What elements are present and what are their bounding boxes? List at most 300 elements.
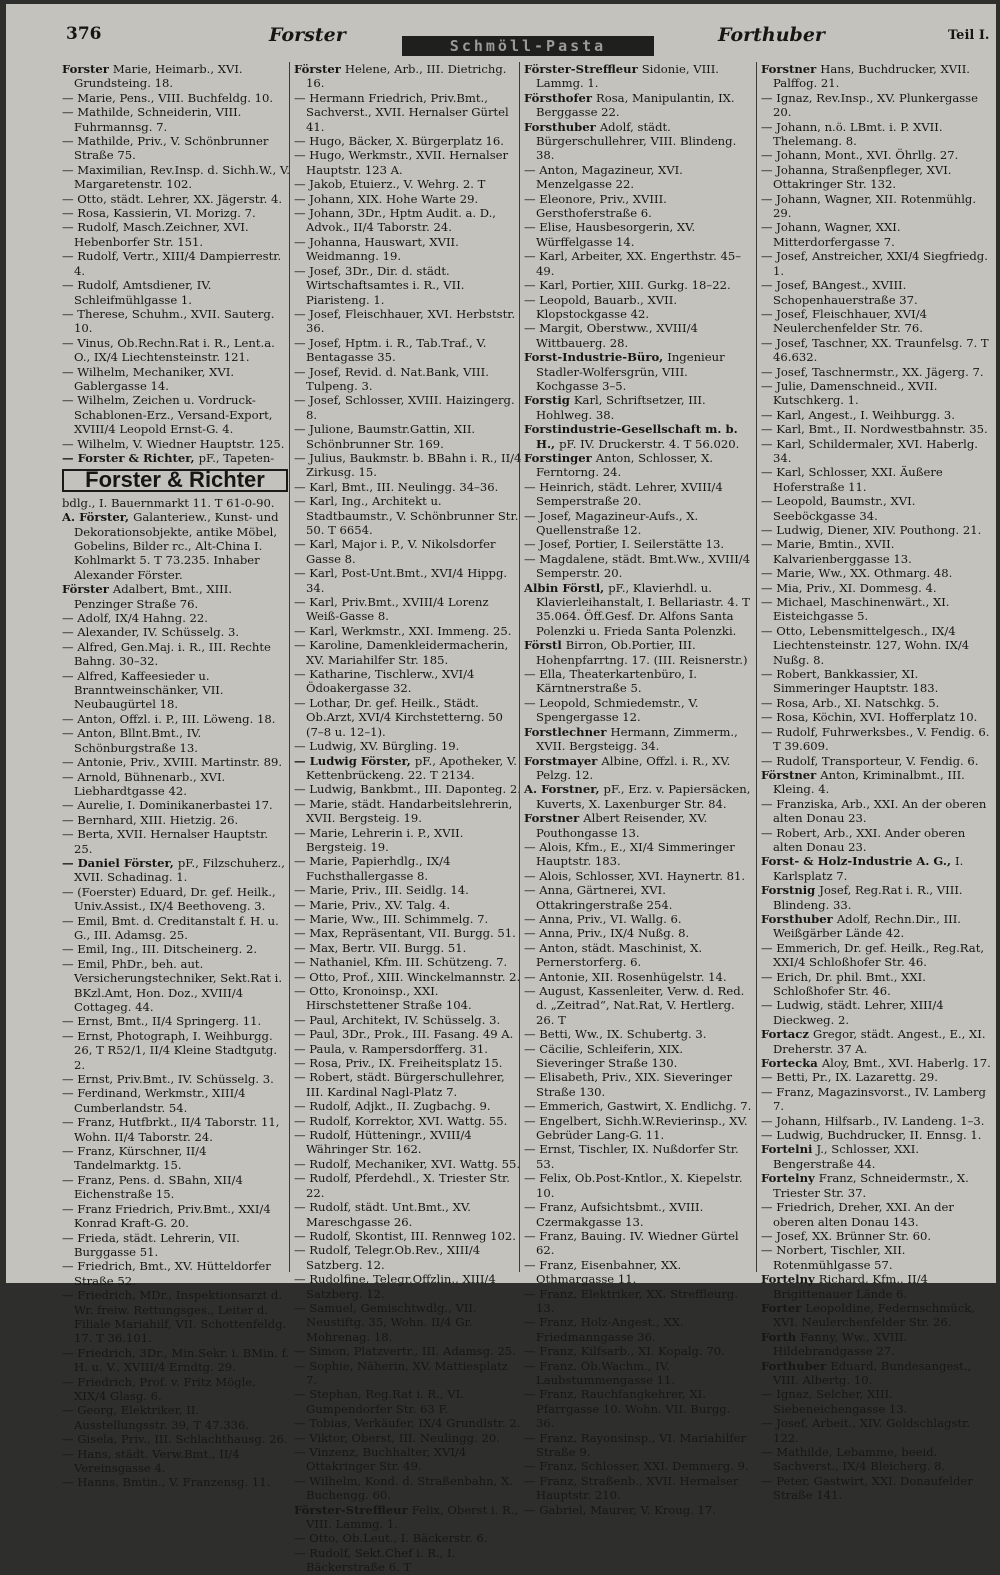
entry-details: pF., Apotheker, V. Kettenbrückeng. 22. T 2134.	[306, 753, 517, 782]
directory-entry	[524, 1027, 752, 1041]
directory-entry	[761, 1128, 991, 1142]
entry-details: — Rudolf, Transporteur, V. Fendig. 6.	[761, 753, 979, 768]
entry-details: — Franz, Eisenbahner, XX. Othmargasse 11.	[524, 1257, 682, 1287]
entry-details: — August, Kassenleiter, Verw. d. Red. d. „Zeitrad“, Nat.Rat, V. Hertlerg. 26. T	[524, 984, 745, 1027]
entry-details: — Karl, Werkmstr., XXI. Immeng. 25.	[294, 623, 512, 638]
entry-details: — Julius, Baukmstr. b. BBahn i. R., II/4 Zirkusg. 15.	[294, 450, 522, 480]
entry-details: — Franz, Pens. d. SBahn, XII/4 Eichenstraße 15.	[62, 1172, 243, 1202]
entry-surname: Försthofer	[524, 90, 596, 105]
entry-details: — Rudolf, Vertr., XIII/4 Dampierrestr. 4.	[62, 249, 282, 278]
directory-entry	[294, 754, 522, 783]
directory-entry	[761, 422, 991, 436]
directory-entry	[294, 393, 522, 422]
directory-entry	[294, 1359, 522, 1388]
directory-entry	[761, 220, 991, 249]
directory-entry	[62, 1072, 290, 1086]
entry-details: — Ludwig, XV. Bürgling. 19.	[294, 739, 460, 754]
entry-surname: Fortelny	[761, 1272, 819, 1287]
entry-details: Ingenieur Stadler-Wolfersgrün, VIII. Kochgasse 3–5.	[536, 350, 725, 393]
entry-details: — Wilhelm, Mechaniker, XVI. Gablergasse 14.	[62, 364, 235, 393]
directory-entry	[524, 509, 752, 538]
entry-details: — Josef, Taschnermstr., XX. Jägerg. 7.	[761, 364, 984, 379]
directory-entry	[524, 393, 752, 422]
entry-details: — Stephan, Reg.Rat i. R., VI. Gumpendorfer Str. 63 F.	[294, 1387, 464, 1416]
entry-details: — Emmerich, Gastwirt, X. Endlichg. 7.	[524, 1099, 752, 1114]
entry-details: — Anna, Priv., VI. Wallg. 6.	[524, 911, 682, 926]
entry-details: — Rudolf, Sekt.Chef i. R., I. Bäckerstraße 6. T	[294, 1545, 456, 1575]
entry-details: Albert Reisender, XV. Pouthongasse 13.	[536, 811, 708, 840]
directory-entry	[294, 1546, 522, 1575]
entry-details: — Franz, Magazinsvorst., IV. Lamberg 7.	[761, 1084, 986, 1114]
entry-details: — Ernst, Bmt., II/4 Springerg. 11.	[62, 1014, 262, 1029]
entry-details: Adalbert, Bmt., XIII. Penzinger Straße 76.	[74, 582, 233, 611]
entry-details: — Marie, Priv., XV. Talg. 4.	[294, 897, 451, 912]
directory-entry	[294, 898, 522, 912]
entry-details: — Friedrich, Bmt., XV. Hütteldorfer Straße 52.	[62, 1259, 271, 1288]
entry-details: Karl, Schriftsetzer, III. Hohlweg. 38.	[536, 393, 706, 422]
directory-entry	[761, 465, 991, 494]
directory-entry	[761, 1142, 991, 1171]
directory-entry	[524, 293, 752, 322]
directory-entry	[294, 480, 522, 494]
entry-details: — Friedrich, MDr., Inspektionsarzt d. Wr. freiw. Rettungsges., Leiter d. Filiale Mariahilf, VII. Schottenfeldg. 17. T 36.101.	[62, 1288, 287, 1346]
directory-entry	[294, 638, 522, 667]
directory-entry	[761, 595, 991, 624]
entry-details: — Antonie, Priv., XVIII. Martinstr. 89.	[62, 755, 283, 770]
entry-details: — Karl, Schlosser, XXI. Äußere Hoferstraße 11.	[761, 465, 943, 494]
entry-details: — Engelbert, Sichh.W.Revierinsp., XV. Gebrüder Lang-G. 11.	[524, 1113, 748, 1143]
column-divider	[756, 62, 757, 1272]
entry-details: — Emil, Ing., III. Ditscheinerg. 2.	[62, 942, 258, 957]
entry-details: — Hans, städt. Verw.Bmt., II/4 Vereinsgasse 4.	[62, 1446, 240, 1475]
entry-details: — Paula, v. Rampersdorfferg. 31.	[294, 1041, 488, 1056]
directory-entry	[761, 437, 991, 466]
directory-entry	[761, 1416, 991, 1445]
directory-entry	[294, 955, 522, 969]
directory-entry	[62, 1144, 290, 1173]
directory-entry	[62, 1173, 290, 1202]
entry-details: — Josef, Anstreicher, XXI/4 Siegfriedg. 1.	[761, 249, 988, 278]
entry-details: — Otto, Prof., XIII. Winckelmannstr. 2.	[294, 969, 521, 984]
entry-surname: Forstinger	[524, 450, 596, 465]
entry-surname: Förstl	[524, 638, 566, 653]
directory-entry	[294, 1042, 522, 1056]
directory-entry	[294, 264, 522, 307]
entry-details: — Tobias, Verkäufer, IX/4 Grundlstr. 2.	[294, 1416, 521, 1431]
entry-details: — Karl, Bmt., III. Neulingg. 34–36.	[294, 479, 499, 494]
entry-details: — Emmerich, Dr. gef. Heilk., Reg.Rat, XXI/4 Schloßhofer Str. 46.	[761, 940, 985, 970]
directory-entry	[761, 667, 991, 696]
entry-details: — Johann, 3Dr., Hptm Audit. a. D., Advok., II/4 Taborstr. 24.	[294, 206, 496, 235]
entry-details: — Karl, Post-Unt.Bmt., XVI/4 Hippg. 34.	[294, 566, 508, 595]
entry-details: — Marie, Ww., III. Schimmelg. 7.	[294, 911, 489, 926]
entry-details: — Bernhard, XIII. Hietzig. 26.	[62, 812, 239, 827]
directory-entry	[524, 869, 752, 883]
entry-surname: Forstindustrie-Gesellschaft m. b. H.,	[524, 422, 738, 451]
entry-details: — Hugo, Bäcker, X. Bürgerplatz 16.	[294, 134, 504, 149]
entry-details: — Johann, Hilfsarb., IV. Landeng. 1–3.	[761, 1113, 985, 1128]
directory-entry	[62, 249, 290, 278]
entry-details: — Josef, Hptm. i. R., Tab.Traf., V. Bentagasse 35.	[294, 335, 487, 365]
advertisement-box: Forster & Richter	[62, 469, 288, 491]
entry-details: — Therese, Schuhm., XVII. Sauterg. 10.	[62, 306, 275, 336]
entry-surname: Forthuber	[761, 1358, 831, 1373]
directory-entry	[524, 537, 752, 551]
directory-entry	[294, 926, 522, 940]
entry-details: — Ella, Theaterkartenbüro, I. Kärntnerstraße 5.	[524, 667, 697, 696]
entry-details: Galanteriew., Kunst- und Dekorationsobjekte, antike Möbel, Gobelins, Bilder rc., Alt-China I. Kohlmarkt 5. T 73.235. Inhaber Alexander Förster.	[74, 510, 279, 582]
entry-surname: Fortecka	[761, 1056, 822, 1071]
entry-details: Helene, Arb., III. Dietrichg. 16.	[306, 62, 507, 91]
entry-details: — Franz, Rayonsinsp., VI. Mariahilfer Straße 9.	[524, 1430, 747, 1459]
entry-details: — Josef, Schlosser, XVIII. Haizingerg. 8.	[294, 393, 515, 422]
directory-entry	[294, 624, 522, 638]
directory-entry	[524, 696, 752, 725]
entry-details: — Marie, Lehrerin i. P., XVII. Bergsteig. 19.	[294, 825, 464, 854]
entry-details: — Josef, Taschner, XX. Traunfelsg. 7. T 46.632.	[761, 335, 989, 365]
column-2	[294, 62, 522, 1575]
directory-entry	[294, 451, 522, 480]
entry-details: — Franz, Straßenb., XVII. Hernalser Hauptstr. 210.	[524, 1473, 739, 1503]
directory-entry	[524, 321, 752, 350]
entry-details: — Otto, Kronoinsp., XXI. Hirschstettener Straße 104.	[294, 984, 472, 1013]
directory-entry	[294, 1445, 522, 1474]
directory-entry	[62, 307, 290, 336]
entry-details: — Mathilde, Priv., V. Schönbrunner Straße 75.	[62, 134, 269, 163]
directory-entry	[62, 220, 290, 249]
directory-entry	[524, 91, 752, 120]
directory-entry	[62, 611, 290, 625]
directory-entry	[294, 422, 522, 451]
directory-entry	[294, 1474, 522, 1503]
directory-entry	[761, 1474, 991, 1503]
entry-details: — Karl, Bmt., II. Nordwestbahnstr. 35.	[761, 422, 988, 437]
entry-details: — Johann, n.ö. LBmt. i. P. XVII. Thelemang. 8.	[761, 119, 943, 149]
directory-entry	[294, 1301, 522, 1344]
directory-entry	[524, 1099, 752, 1113]
directory-entry	[294, 1229, 522, 1243]
directory-entry	[294, 1099, 522, 1113]
entry-details: — Lothar, Dr. gef. Heilk., Städt. Ob.Arzt, XVI/4 Kirchstetterng. 50 (7–8 u. 12–1).	[294, 695, 503, 739]
entry-details: — Karl, Angest., I. Weihburgg. 3.	[761, 407, 955, 422]
directory-entry	[294, 148, 522, 177]
directory-entry	[761, 1272, 991, 1301]
entry-details: — Wilhelm, V. Wiedner Hauptstr. 125.	[62, 436, 285, 451]
column-divider	[519, 62, 520, 1272]
entry-details: — Ludwig, städt. Lehrer, XIII/4 Dieckweg. 2.	[761, 998, 944, 1027]
entry-details: — Rudolf, Skontist, III. Rennweg 102.	[294, 1228, 516, 1243]
directory-entry	[761, 710, 991, 724]
directory-entry	[294, 739, 522, 753]
entry-details: — Emil, Bmt. d. Creditanstalt f. H. u. G., III. Adamsg. 25.	[62, 913, 279, 942]
entry-details: — Michael, Maschinenwärt., XI. Eisteichgasse 5.	[761, 595, 950, 624]
entry-details: — Anton, Bllnt.Bmt., IV. Schönburgstraße 13.	[62, 726, 202, 755]
directory-entry	[524, 192, 752, 221]
directory-entry	[524, 581, 752, 639]
entry-details: — Johanna, Hauswart, XVII. Weidmanng. 19.	[294, 234, 459, 264]
directory-entry	[524, 163, 752, 192]
entry-details: — Rosa, Kassierin, VI. Morizg. 7.	[62, 206, 256, 221]
directory-entry	[761, 1070, 991, 1084]
directory-entry	[294, 1013, 522, 1027]
directory-entry	[761, 998, 991, 1027]
directory-entry	[62, 798, 290, 812]
directory-entry	[62, 827, 290, 856]
entry-details: — Elisabeth, Priv., XIX. Sieveringer Straße 130.	[524, 1070, 733, 1099]
entry-surname: — Forster & Richter,	[62, 450, 199, 465]
directory-entry	[62, 712, 290, 726]
entry-details: — Heinrich, städt. Lehrer, XVIII/4 Semperstraße 20.	[524, 479, 723, 509]
entry-surname: Fortelny	[761, 1171, 819, 1186]
directory-entry	[524, 1387, 752, 1430]
entry-details: — Ferdinand, Werkmstr., XIII/4 Cumberlandstr. 54.	[62, 1086, 246, 1115]
entry-surname: Forstnig	[761, 883, 820, 898]
entry-surname: Forst-Industrie-Büro,	[524, 350, 668, 365]
directory-entry	[761, 1445, 991, 1474]
entry-details: Adolf, Rechn.Dir., III. Weißgärber Lände 42.	[773, 911, 961, 941]
directory-entry	[524, 1070, 752, 1099]
entry-details: Rosa, Manipulantin, IX. Berggasse 22.	[536, 90, 735, 120]
directory-entry	[761, 1200, 991, 1229]
entry-surname: A. Förster,	[62, 510, 134, 525]
directory-entry	[294, 134, 522, 148]
directory-entry	[62, 1475, 290, 1489]
directory-entry	[294, 1416, 522, 1430]
entry-details: Hans, Buchdrucker, XVII. Palffog. 21.	[773, 62, 970, 91]
entry-details: — Josef, Fleischhauer, XVI. Herbststr. 36.	[294, 306, 516, 336]
directory-entry	[524, 840, 752, 869]
entry-surname: A. Forstner,	[524, 782, 604, 797]
entry-details: pF. IV. Druckerstr. 4. T 56.020.	[559, 436, 740, 451]
entry-details: — Max, Bertr. VII. Burgg. 51.	[294, 940, 467, 955]
entry-details: — Johann, Mont., XVI. Öhrllg. 27.	[761, 148, 959, 163]
directory-entry	[761, 1243, 991, 1272]
entry-details: — Leopold, Baumstr., XVI. Seeböckgasse 34.	[761, 494, 916, 523]
directory-entry	[294, 235, 522, 264]
directory-entry	[761, 566, 991, 580]
entry-surname: Forstner	[524, 811, 584, 826]
directory-entry	[62, 91, 290, 105]
entry-details: — Wilhelm, Kond. d. Straßenbahn, X. Buchengg. 60.	[294, 1473, 513, 1503]
entry-details: — Nathaniel, Kfm. III. Schützeng. 7.	[294, 955, 508, 970]
directory-entry	[761, 365, 991, 379]
directory-entry	[62, 726, 290, 755]
entry-details: — Peter, Gastwirt, XXI. Donaufelder Straße 141.	[761, 1473, 973, 1503]
entry-details: — Franz, Holz-Angest., XX. Friedmanngasse 36.	[524, 1315, 684, 1344]
entry-details: pF., Erz. v. Papiersäcken, Kuverts, X. Laxenburger Str. 84.	[536, 782, 751, 811]
entry-details: — Marie, Pens., VIII. Buchfeldg. 10.	[62, 90, 274, 105]
directory-entry	[761, 754, 991, 768]
entry-details: I. Karlsplatz 7.	[773, 854, 964, 883]
entry-surname: — Daniel Förster,	[62, 855, 178, 870]
directory-entry	[62, 336, 290, 365]
directory-entry	[761, 62, 991, 91]
page-number: 376	[66, 24, 102, 44]
entry-details: — Paul, 3Dr., Prok., III. Fasang. 49 A.	[294, 1027, 514, 1042]
entry-details: — Franz, Kilfsarb., XI. Kopalg. 70.	[524, 1344, 725, 1359]
entry-details: — Anna, Gärtnerei, XVI. Ottakringerstraße 254.	[524, 883, 673, 912]
entry-details: — Aurelie, I. Dominikanerbastei 17.	[62, 798, 273, 813]
entry-details: — Robert, städt. Bürgerschullehrer, III. Kardinal Nagl-Platz 7.	[294, 1070, 505, 1099]
entry-details: — Margit, Oberstww., XVIII/4 Wittbauerg. 28.	[524, 321, 698, 350]
entry-details: — Josef, Revid. d. Nat.Bank, VIII. Tulpeng. 3.	[294, 364, 489, 393]
entry-details: pF., Tapeten-	[198, 450, 275, 465]
entry-surname: Forsthuber	[524, 119, 600, 134]
directory-entry	[761, 307, 991, 336]
entry-details: — Julione, Baumstr.Gattin, XII. Schönbrunner Str. 169.	[294, 422, 476, 451]
directory-entry	[294, 883, 522, 897]
directory-entry	[761, 249, 991, 278]
entry-surname: Forstlechner	[524, 724, 611, 739]
entry-surname: Forst- & Holz-Industrie A. G.,	[761, 854, 956, 869]
directory-entry	[761, 1229, 991, 1243]
directory-entry	[524, 249, 752, 278]
entry-details: — Josef, 3Dr., Dir. d. städt. Wirtschaftsamtes i. R., VII. Piaristeng. 1.	[294, 263, 465, 307]
entry-details: — Otto, städt. Lehrer, XX. Jägerstr. 4.	[62, 191, 283, 206]
directory-entry	[524, 782, 752, 811]
directory-entry	[62, 393, 290, 436]
entry-surname: Förster-Streffleur	[294, 1502, 412, 1517]
directory-entry	[62, 206, 290, 220]
entry-details: — Robert, Arb., XXI. Ander oberen alten Donau 23.	[761, 825, 966, 854]
directory-entry	[761, 581, 991, 595]
directory-entry	[62, 105, 290, 134]
entry-details: — Rudolf, Masch.Zeichner, XVI. Hebenborfer Str. 151.	[62, 220, 249, 249]
entry-details: — Franz, Kürschner, II/4 Tandelmarktg. 15.	[62, 1144, 207, 1173]
directory-entry	[761, 1387, 991, 1416]
entry-details: pF., Filzschuherz., XVII. Schadinag. 1.	[74, 855, 285, 885]
entry-details: — Rudolf, Pferdehdl., X. Triester Str. 22.	[294, 1171, 510, 1200]
entry-details: — Betti, Pr., IX. Lazarettg. 29.	[761, 1070, 938, 1085]
entry-details: — Vinus, Ob.Rechn.Rat i. R., Lent.a. O., IX/4 Liechtensteinstr. 121.	[62, 335, 275, 365]
directory-entry	[524, 278, 752, 292]
directory-entry	[524, 451, 752, 480]
directory-entry	[62, 813, 290, 827]
header-part-label: Teil I.	[948, 28, 990, 43]
entry-details: — Frieda, städt. Lehrerin, VII. Burggasse 51.	[62, 1230, 240, 1259]
entry-details: — Rudolf, Adjkt., II. Zugbachg. 9.	[294, 1099, 491, 1114]
directory-entry	[294, 1344, 522, 1358]
directory-entry	[524, 970, 752, 984]
directory-entry	[62, 192, 290, 206]
entry-details: — Georg, Elektriker, II. Ausstellungsstr. 39, T 47.336.	[62, 1403, 250, 1432]
directory-entry	[524, 638, 752, 667]
entry-details: — Rudolf, Hütteningr., XVIII/4 Währinger Str. 162.	[294, 1128, 472, 1157]
entry-surname: Förster	[294, 62, 345, 76]
directory-entry	[294, 1027, 522, 1041]
entry-details: Fanny, Ww., XVIII. Hildebrandgasse 27.	[773, 1329, 908, 1359]
directory-entry	[524, 1114, 752, 1143]
header-right-keyword: Forthuber	[718, 24, 825, 46]
entry-details: — Anna, Priv., IX/4 Nußg. 8.	[524, 926, 690, 941]
directory-entry	[294, 177, 522, 191]
directory-entry	[294, 826, 522, 855]
directory-entry	[524, 1459, 752, 1473]
entry-details: — Rosa, Priv., IX. Freiheitsplatz 15.	[294, 1056, 503, 1071]
directory-entry	[524, 941, 752, 970]
entry-details: — Johanna, Straßenpfleger, XVI. Ottakringer Str. 132.	[761, 162, 952, 192]
entry-details: — Karoline, Damenkleidermacherin, XV. Mariahilfer Str. 185.	[294, 638, 509, 667]
directory-entry	[62, 1346, 290, 1375]
directory-entry	[761, 163, 991, 192]
directory-entry	[62, 510, 290, 582]
directory-entry	[524, 1258, 752, 1287]
directory-entry	[62, 1288, 290, 1346]
entry-details: — Karl, Ing., Architekt u. Stadtbaumstr., V. Schönbrunner Str. 50. T 6654.	[294, 494, 519, 537]
directory-entry	[761, 120, 991, 149]
entry-details: Anton, Schlosser, X. Ferntorng. 24.	[536, 450, 714, 480]
entry-details: — (Foerster) Eduard, Dr. gef. Heilk., Univ.Assist., IX/4 Beethoveng. 3.	[62, 884, 276, 914]
directory-entry	[524, 1200, 752, 1229]
directory-entry	[62, 1014, 290, 1028]
directory-entry	[294, 1070, 522, 1099]
directory-entry	[761, 826, 991, 855]
directory-entry	[294, 365, 522, 394]
entry-details: — Karl, Arbeiter, XX. Engerthstr. 45–49.	[524, 249, 742, 278]
entry-details: — Alois, Schlosser, XVI. Haynertr. 81.	[524, 868, 746, 883]
entry-details: — Franz, Ob.Wachm., IV. Laubstummengasse 11.	[524, 1358, 676, 1387]
directory-entry	[294, 1056, 522, 1070]
directory-entry	[294, 912, 522, 926]
entry-details: — Josef, XX. Brünner Str. 60.	[761, 1228, 932, 1243]
directory-entry	[761, 494, 991, 523]
entry-details: — Magdalene, städt. Bmt.Ww., XVIII/4 Semperstr. 20.	[524, 551, 751, 581]
directory-entry	[294, 192, 522, 206]
entry-details: — Ernst, Tischler, IX. Nußdorfer Str. 53.	[524, 1142, 739, 1171]
entry-details: Eduard, Bundesangest., VIII. Albertg. 10.	[773, 1358, 972, 1387]
directory-entry	[62, 1029, 290, 1072]
entry-details: — Karl, Portier, XIII. Gurkg. 18–22.	[524, 278, 731, 293]
directory-entry	[62, 1375, 290, 1404]
entry-details: — Rosa, Arb., XI. Natschkg. 5.	[761, 695, 940, 710]
entry-details: — Cäcilie, Schleiferin, XIX. Sieveringer Straße 130.	[524, 1041, 684, 1071]
directory-entry	[294, 62, 522, 91]
entry-details: — Johann, Wagner, XII. Rotenmühlg. 29.	[761, 191, 977, 221]
directory-entry	[294, 797, 522, 826]
entry-details: — Josef, Arbeit., XIV. Goldschlagstr. 122.	[761, 1416, 971, 1445]
entry-surname: Forstner	[761, 62, 821, 76]
directory-entry	[294, 970, 522, 984]
directory-entry	[524, 667, 752, 696]
directory-entry	[524, 1315, 752, 1344]
entry-details: — Franz, Schlosser, XXI. Demmerg. 9.	[524, 1459, 749, 1474]
entry-details: — Johann, Wagner, XXI. Mitterdorfergasse 7.	[761, 220, 901, 249]
directory-entry	[62, 942, 290, 956]
directory-entry	[294, 1387, 522, 1416]
directory-entry	[761, 1056, 991, 1070]
directory-entry	[294, 854, 522, 883]
directory-entry	[62, 134, 290, 163]
directory-entry	[62, 856, 290, 885]
entry-details: Franz, Schneidermstr., X. Triester Str. 37.	[773, 1171, 969, 1200]
directory-entry	[524, 422, 752, 451]
entry-details: — Ignaz, Selcher, XIII. Siebeneichengasse 13.	[761, 1387, 908, 1416]
directory-entry	[761, 624, 991, 667]
entry-details: — Mia, Priv., XI. Dommesg. 4.	[761, 580, 937, 595]
entry-details: bdlg., I. Bauernmarkt 11. T 61-0-90.	[62, 495, 275, 510]
directory-entry	[761, 523, 991, 537]
entry-details: — Jakob, Etuierz., V. Wehrg. 2. T	[294, 177, 486, 192]
entry-surname: Albin Förstl,	[524, 580, 609, 595]
entry-details: — Rudolf, Telegr.Ob.Rev., XIII/4 Satzberg. 12.	[294, 1243, 481, 1272]
entry-details: — Josef, Portier, I. Seilerstätte 13.	[524, 537, 725, 552]
directory-entry	[761, 278, 991, 307]
directory-entry	[62, 163, 290, 192]
directory-entry	[62, 582, 290, 611]
entry-details: — Leopold, Schmiedemstr., V. Spengergasse 12.	[524, 695, 699, 725]
entry-details: — Erich, Dr. phil. Bmt., XXI. Schloßhofer Str. 46.	[761, 969, 926, 998]
entry-surname: Forster	[62, 62, 113, 76]
